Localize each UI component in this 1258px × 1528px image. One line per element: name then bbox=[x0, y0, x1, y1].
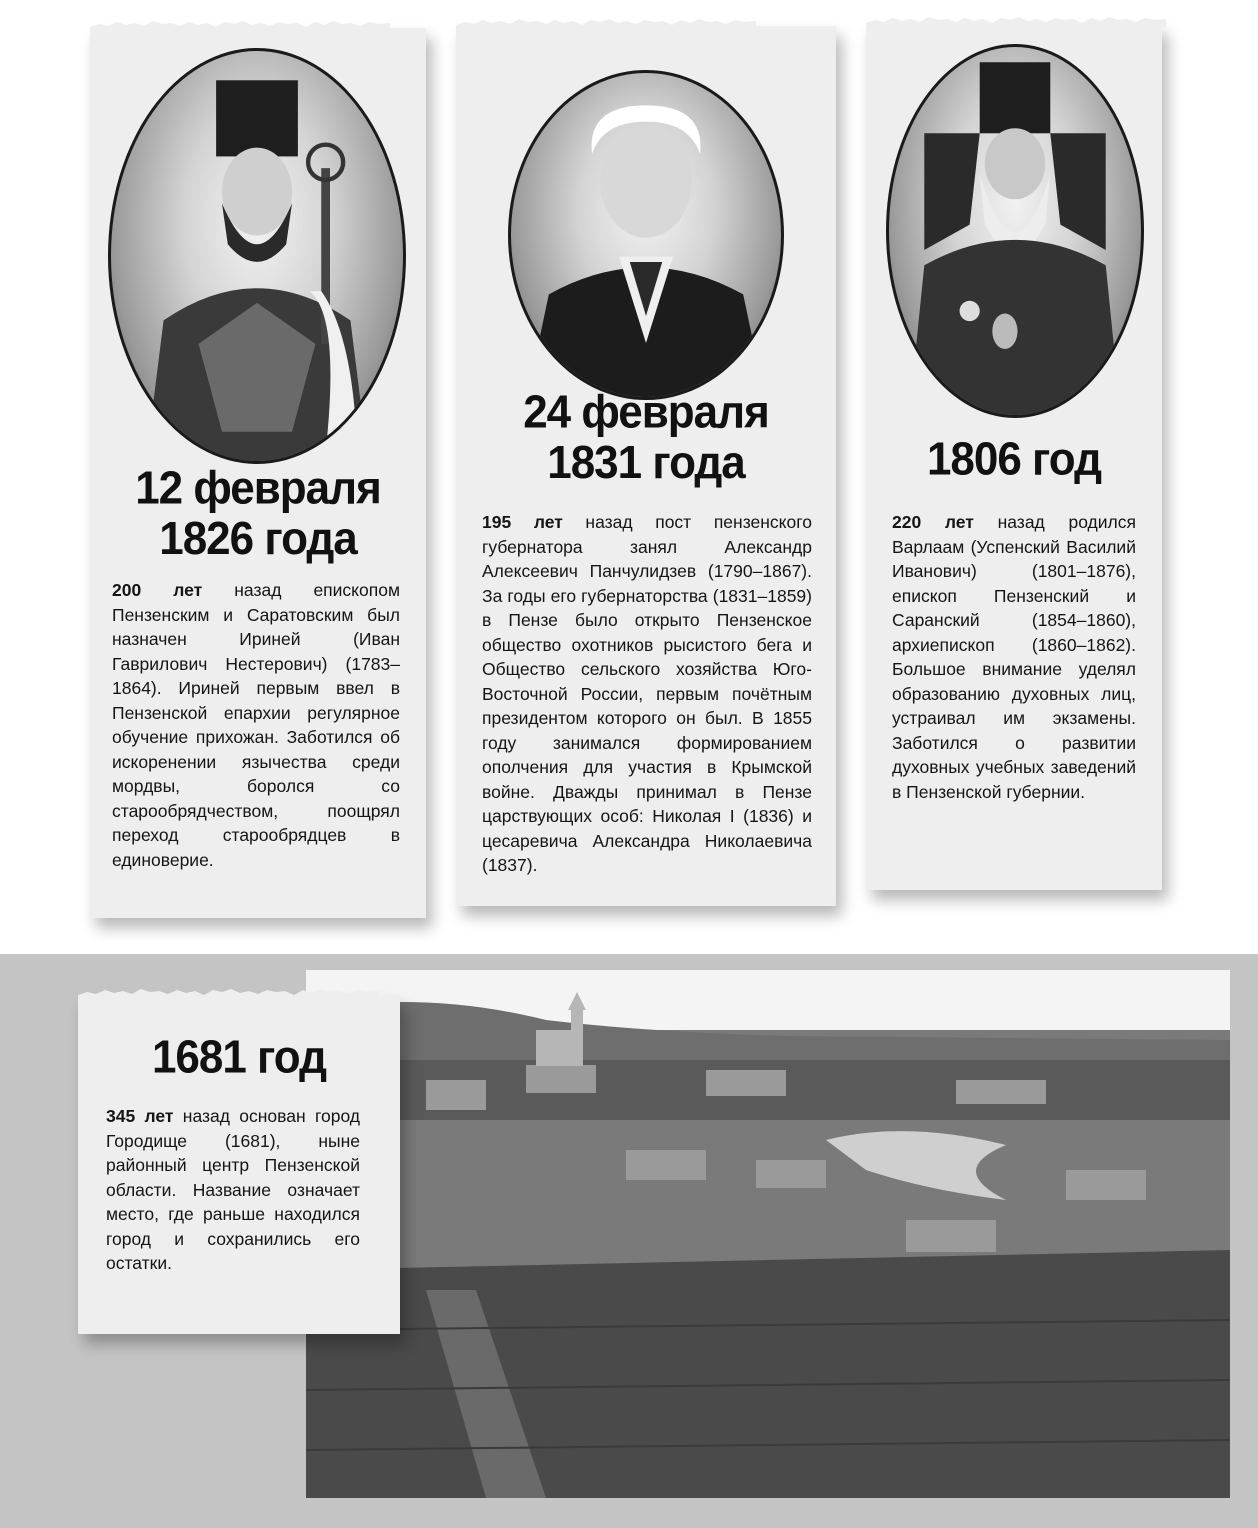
card-body: назад епископом Пензенским и Саратовским был назначен Ириней (Иван Гаврилович Нестерович) (1783–1864). Ириней первым ввел в Пензенской епархии регулярное обучение прихожан. Заботился об искоренении язычества среди мордвы, боролся со старообрядчеством, поощрял переход старообрядцев в единоверие. bbox=[112, 580, 400, 870]
card-text bbox=[106, 1104, 360, 1276]
date-line-2: 1826 года bbox=[159, 512, 357, 565]
date-line-1: 24 февраля bbox=[523, 386, 769, 438]
portrait-panchulidzev bbox=[508, 70, 784, 400]
years-ago-lead: 220 лет bbox=[892, 512, 974, 532]
card-body: назад родился Варлаам (Успенский Василий Иванович) (1801–1876), епископ Пензенский и Саранский (1854–1860), архиепископ (1860–1862). Большое внимание уделял образованию духовных лиц, устраивал им экзамены. Заботился о развитии духовных учебных заведений в Пензенской губернии. bbox=[892, 512, 1136, 802]
anniversary-card-irinei bbox=[90, 28, 426, 918]
photo-gorodishche bbox=[306, 970, 1230, 1498]
portrait-varlaam bbox=[886, 44, 1144, 418]
anniversary-card-panchulidzev bbox=[456, 26, 836, 906]
date-line-1: 1681 год bbox=[151, 1031, 327, 1084]
anniversary-card-gorodishche bbox=[78, 996, 400, 1334]
card-body: назад основан город Городище (1681), ныне районный центр Пензенской области. Название означает место, где раньше находился город и сохранились его остатки. bbox=[106, 1106, 360, 1273]
years-ago-lead: 200 лет bbox=[112, 580, 203, 600]
torn-edge bbox=[866, 14, 1166, 28]
card-text bbox=[892, 510, 1136, 804]
date-heading bbox=[456, 388, 836, 489]
card-text bbox=[482, 510, 812, 878]
years-ago-lead: 345 лет bbox=[106, 1106, 174, 1126]
years-ago-lead: 195 лет bbox=[482, 512, 563, 532]
torn-edge bbox=[78, 986, 378, 1000]
date-heading bbox=[78, 1033, 400, 1083]
card-body: назад пост пензенского губернатора занял Александр Алексеевич Панчулидзев (1790–1867). За годы его губернаторства (1831–1859) в Пензе было открыто Пензенское общество охотников рысистого бега и Общество сельского хозяйства Юго-Восточной России, первым почётным президентом которого он был. В 1855 году занимался формированием ополчения для участия в Крымской войне. Дважды принимал в Пензе царствующих особ: Николая I (1836) и цесаревича Александра Николаевича (1837). bbox=[482, 512, 812, 875]
torn-edge bbox=[456, 16, 756, 30]
date-line-1: 1806 год bbox=[926, 433, 1102, 486]
date-line-2: 1831 года bbox=[547, 436, 745, 489]
date-heading bbox=[90, 464, 426, 565]
card-text bbox=[112, 578, 400, 872]
date-heading bbox=[866, 435, 1162, 485]
date-line-1: 12 февраля bbox=[135, 462, 381, 514]
portrait-irinei bbox=[108, 48, 406, 464]
torn-edge bbox=[90, 18, 390, 32]
anniversary-card-varlaam bbox=[866, 24, 1162, 890]
